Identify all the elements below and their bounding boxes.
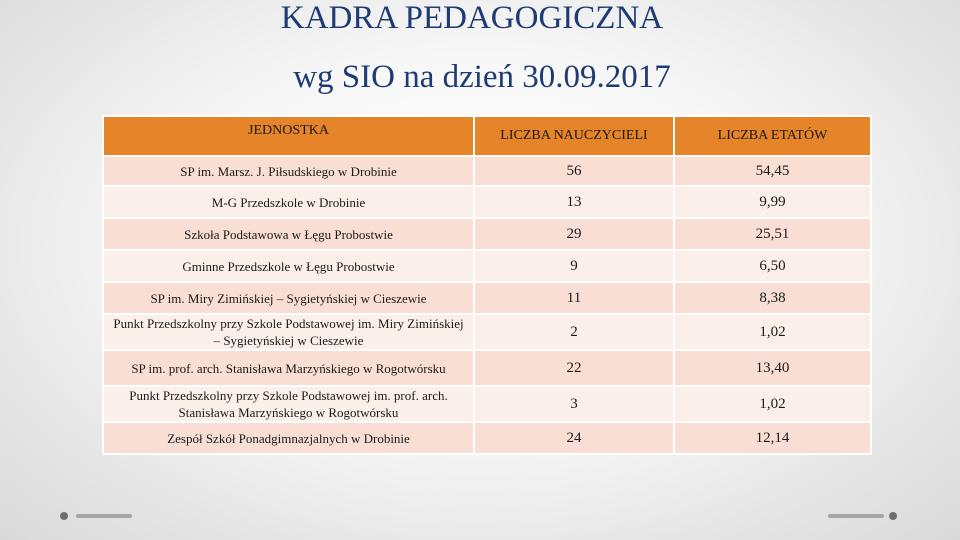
teachers-cell: 29: [474, 218, 674, 250]
page-title: KADRA PEDAGOGICZNA: [280, 0, 664, 36]
unit-cell: SP im. prof. arch. Stanisława Marzyńskiego w Rogotwórsku: [103, 350, 474, 386]
unit-cell: M-G Przedszkole w Drobinie: [103, 186, 474, 218]
unit-cell: SP im. Miry Zimińskiej – Sygietyńskiej w Cieszewie: [103, 282, 474, 314]
table-row: [103, 156, 871, 186]
teachers-cell: 24: [474, 422, 674, 454]
unit-cell: Gminne Przedszkole w Łęgu Probostwie: [103, 250, 474, 282]
fte-cell: 13,40: [674, 350, 871, 386]
unit-cell: Punkt Przedszkolny przy Szkole Podstawowej im. prof. arch. Stanisława Marzyńskiego w Rogotwórsku: [103, 386, 474, 422]
teachers-cell: 2: [474, 314, 674, 350]
right-decor-dot: [889, 512, 897, 520]
left-decor-line: [76, 514, 132, 518]
teachers-cell: 3: [474, 386, 674, 422]
unit-cell: Punkt Przedszkolny przy Szkole Podstawowej im. Miry Zimińskiej – Sygietyńskiej w Cieszewie: [103, 314, 474, 350]
fte-cell: 1,02: [674, 314, 871, 350]
table-row: [103, 422, 871, 454]
table-row: [103, 386, 871, 422]
table-row: [103, 250, 871, 282]
teachers-cell: 11: [474, 282, 674, 314]
fte-cell: 1,02: [674, 386, 871, 422]
table-row: [103, 186, 871, 218]
page-subtitle: wg SIO na dzień 30.09.2017: [293, 59, 671, 95]
fte-cell: 9,99: [674, 186, 871, 218]
table-row: [103, 218, 871, 250]
unit-cell: Szkoła Podstawowa w Łęgu Probostwie: [103, 218, 474, 250]
unit-cell: SP im. Marsz. J. Piłsudskiego w Drobinie: [103, 156, 474, 186]
right-decor-line: [828, 514, 884, 518]
teachers-cell: 56: [474, 156, 674, 186]
header-unit: JEDNOSTKA: [103, 116, 474, 156]
fte-cell: 6,50: [674, 250, 871, 282]
fte-cell: 8,38: [674, 282, 871, 314]
fte-cell: 25,51: [674, 218, 871, 250]
teachers-cell: 13: [474, 186, 674, 218]
table-row: [103, 314, 871, 350]
table-header-row: [103, 116, 871, 156]
fte-cell: 54,45: [674, 156, 871, 186]
left-decor-dot: [60, 512, 68, 520]
fte-cell: 12,14: [674, 422, 871, 454]
teachers-cell: 22: [474, 350, 674, 386]
table-row: [103, 282, 871, 314]
teachers-cell: 9: [474, 250, 674, 282]
table-row: [103, 350, 871, 386]
header-teachers: LICZBA NAUCZYCIELI: [474, 116, 674, 156]
unit-cell: Zespół Szkół Ponadgimnazjalnych w Drobinie: [103, 422, 474, 454]
staff-table: [102, 115, 872, 455]
header-fte: LICZBA ETATÓW: [674, 116, 871, 156]
